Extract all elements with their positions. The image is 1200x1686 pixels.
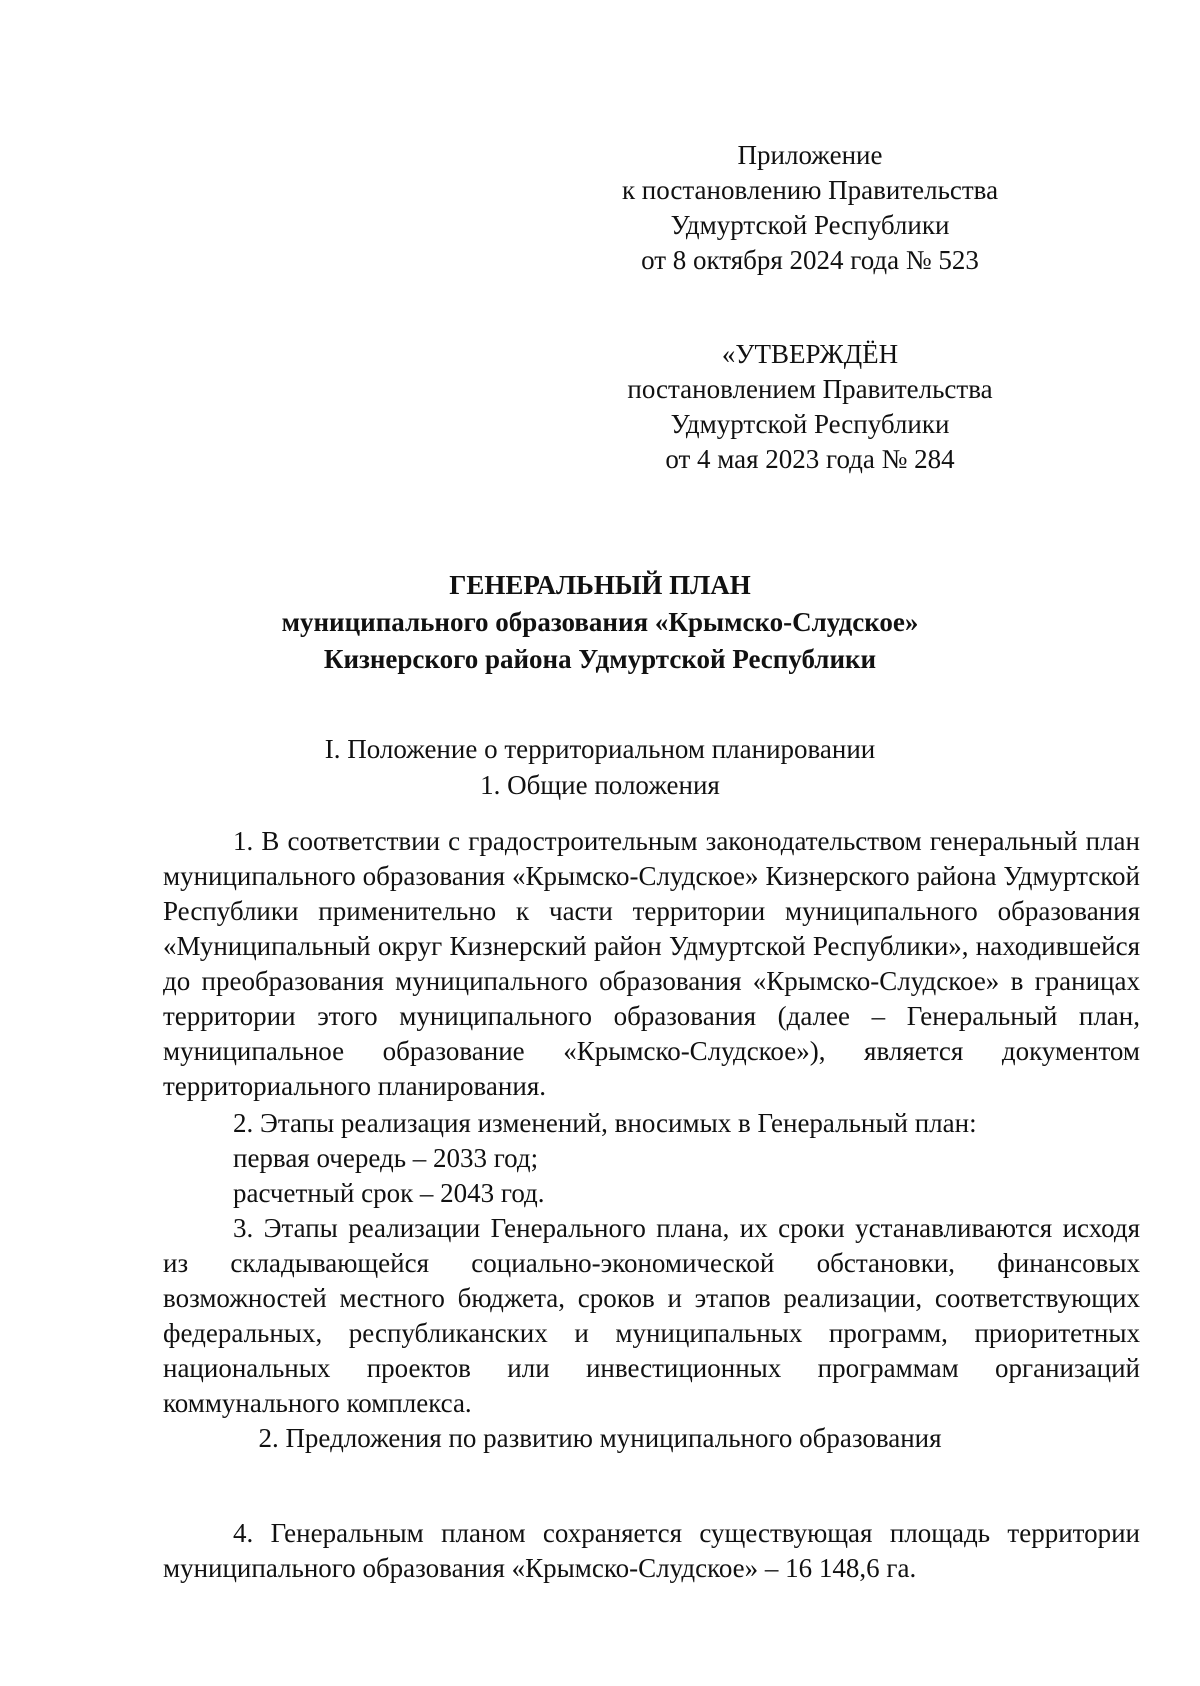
paragraph-1: 1. В соответствии с градостроительным законодательством генеральный план муниципального образования «Крымско-Слудское» Кизнерского района Удмуртской Республики применительно к части территории муниципального образования «Муниципальный округ Кизнерский район Удмуртской Республики», находившейся до преобразования муниципального образования «Крымско-Слудское» в границах территории этого муниципального образования (далее – Генеральный план, муниципальное образование «Крымско-Слудское»), является документом территориального планирования. — [163, 826, 1140, 1101]
section-1-heading — [200, 731, 1000, 803]
section-1-title: I. Положение о территориальном планировании — [324, 734, 876, 764]
title-line-2: муниципального образования «Крымско-Слудское» — [281, 607, 919, 637]
annex-line-4: от 8 октября 2024 года № 523 — [641, 245, 979, 275]
paragraph-3: 3. Этапы реализации Генерального плана, их сроки устанавливаются исходя из складывающейся социально-экономической обстановки, финансовых возможностей местного бюджета, сроков и этапов реализации, соответствующих федеральных, республиканских и муниципальных программ, приоритетных национальных проектов или инвестиционных программам организаций коммунального комплекса. — [163, 1213, 1140, 1418]
section-2-heading — [200, 1420, 1000, 1456]
annex-line-3: Удмуртской Республики — [670, 210, 950, 240]
paragraph-4: 4. Генеральным планом сохраняется существующая площадь территории муниципального образования «Крымско-Слудское» – 16 148,6 га. — [163, 1518, 1140, 1583]
approval-header — [590, 337, 1030, 477]
annex-line-2: к постановлению Правительства — [621, 175, 999, 205]
annex-line-1: Приложение — [737, 140, 883, 170]
approval-line-4: от 4 мая 2023 года № 284 — [665, 444, 955, 474]
approval-line-3: Удмуртской Республики — [670, 409, 950, 439]
stage-final: расчетный срок – 2043 год. — [233, 1178, 545, 1208]
title-line-3: Кизнерского района Удмуртской Республики — [323, 644, 877, 674]
title-line-1: ГЕНЕРАЛЬНЫЙ ПЛАН — [449, 570, 751, 600]
section-1-subtitle: 1. Общие положения — [480, 770, 720, 800]
stage-first: первая очередь – 2033 год; — [233, 1143, 539, 1173]
approval-line-1: «УТВЕРЖДЁН — [721, 339, 899, 369]
section-2-title: 2. Предложения по развитию муниципального образования — [258, 1423, 942, 1453]
paragraph-2: 2. Этапы реализация изменений, вносимых в Генеральный план: — [233, 1108, 977, 1138]
approval-line-2: постановлением Правительства — [627, 374, 993, 404]
document-title — [200, 567, 1000, 678]
annex-header — [590, 138, 1030, 278]
